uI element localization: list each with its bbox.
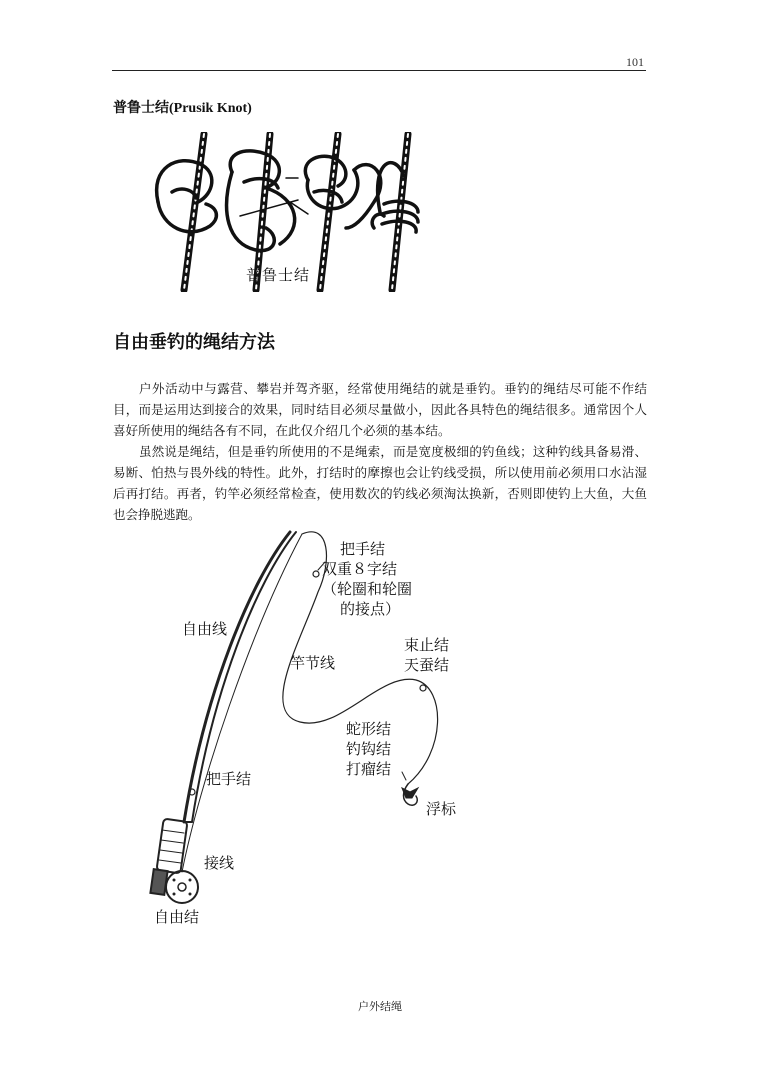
- paragraph-1: 户外活动中与露营、攀岩并驾齐驱，经常使用绳结的就是垂钓。垂钓的绳结尽可能不作结目，而是运用达到接合的效果，同时结目必须尽量做小，因此各具特色的绳结很多。通常因个人喜好所使用的绳结各有不同，在此仅介绍几个必须的基本结。: [113, 381, 647, 438]
- paragraph-2: 虽然说是绳结，但是垂钓所使用的不是绳索，而是宽度极细的钓鱼线；这种钓线具备易滑、易断、怕热与畏外线的特性。此外，打结时的摩擦也会让钓线受损，所以使用前必须用口水沾湿后再打结。再者，钓竿必须经常检查，使用数次的钓线必须淘汰换新，否则即使钓上大鱼，大鱼也会挣脱逃跑。: [113, 444, 647, 522]
- label-free-line: 自由线: [182, 620, 228, 638]
- label-float: 浮标: [426, 800, 457, 818]
- label-free-knot: 自由结: [154, 908, 200, 926]
- figure1-caption: 普鲁士结: [246, 266, 311, 284]
- label-joining-line: 接线: [204, 854, 235, 872]
- body-text: [113, 378, 647, 525]
- header-rule: [112, 70, 646, 71]
- label-handle-knot-rod: 把手结: [206, 770, 252, 788]
- label-stopper-knot: 打瘤结: [346, 760, 392, 778]
- label-loop-junction-2: 的接点）: [340, 600, 401, 618]
- label-loop-junction-1: （轮圈和轮圈: [322, 580, 413, 598]
- label-handle-knot-top: 把手结: [340, 540, 386, 558]
- label-double-figure-eight: 双重８字结: [322, 560, 398, 578]
- fishing-rod-illustration: [140, 522, 480, 932]
- chapter-heading: 自由垂钓的绳结方法: [113, 332, 275, 353]
- label-silkworm-knot: 天蚕结: [404, 656, 450, 674]
- label-stop-knot: 束止结: [404, 636, 450, 654]
- page-number: 101: [626, 55, 644, 69]
- label-rod-section-line: 竿节线: [290, 654, 336, 672]
- section-title-cn: 普鲁士结: [113, 100, 169, 116]
- section-title-en: (Prusik Knot): [169, 101, 252, 116]
- section-title: [113, 97, 252, 117]
- label-hook-knot: 钓钩结: [346, 740, 392, 758]
- page-footer: 户外结绳: [358, 1000, 402, 1013]
- label-snake-knot: 蛇形结: [346, 720, 392, 738]
